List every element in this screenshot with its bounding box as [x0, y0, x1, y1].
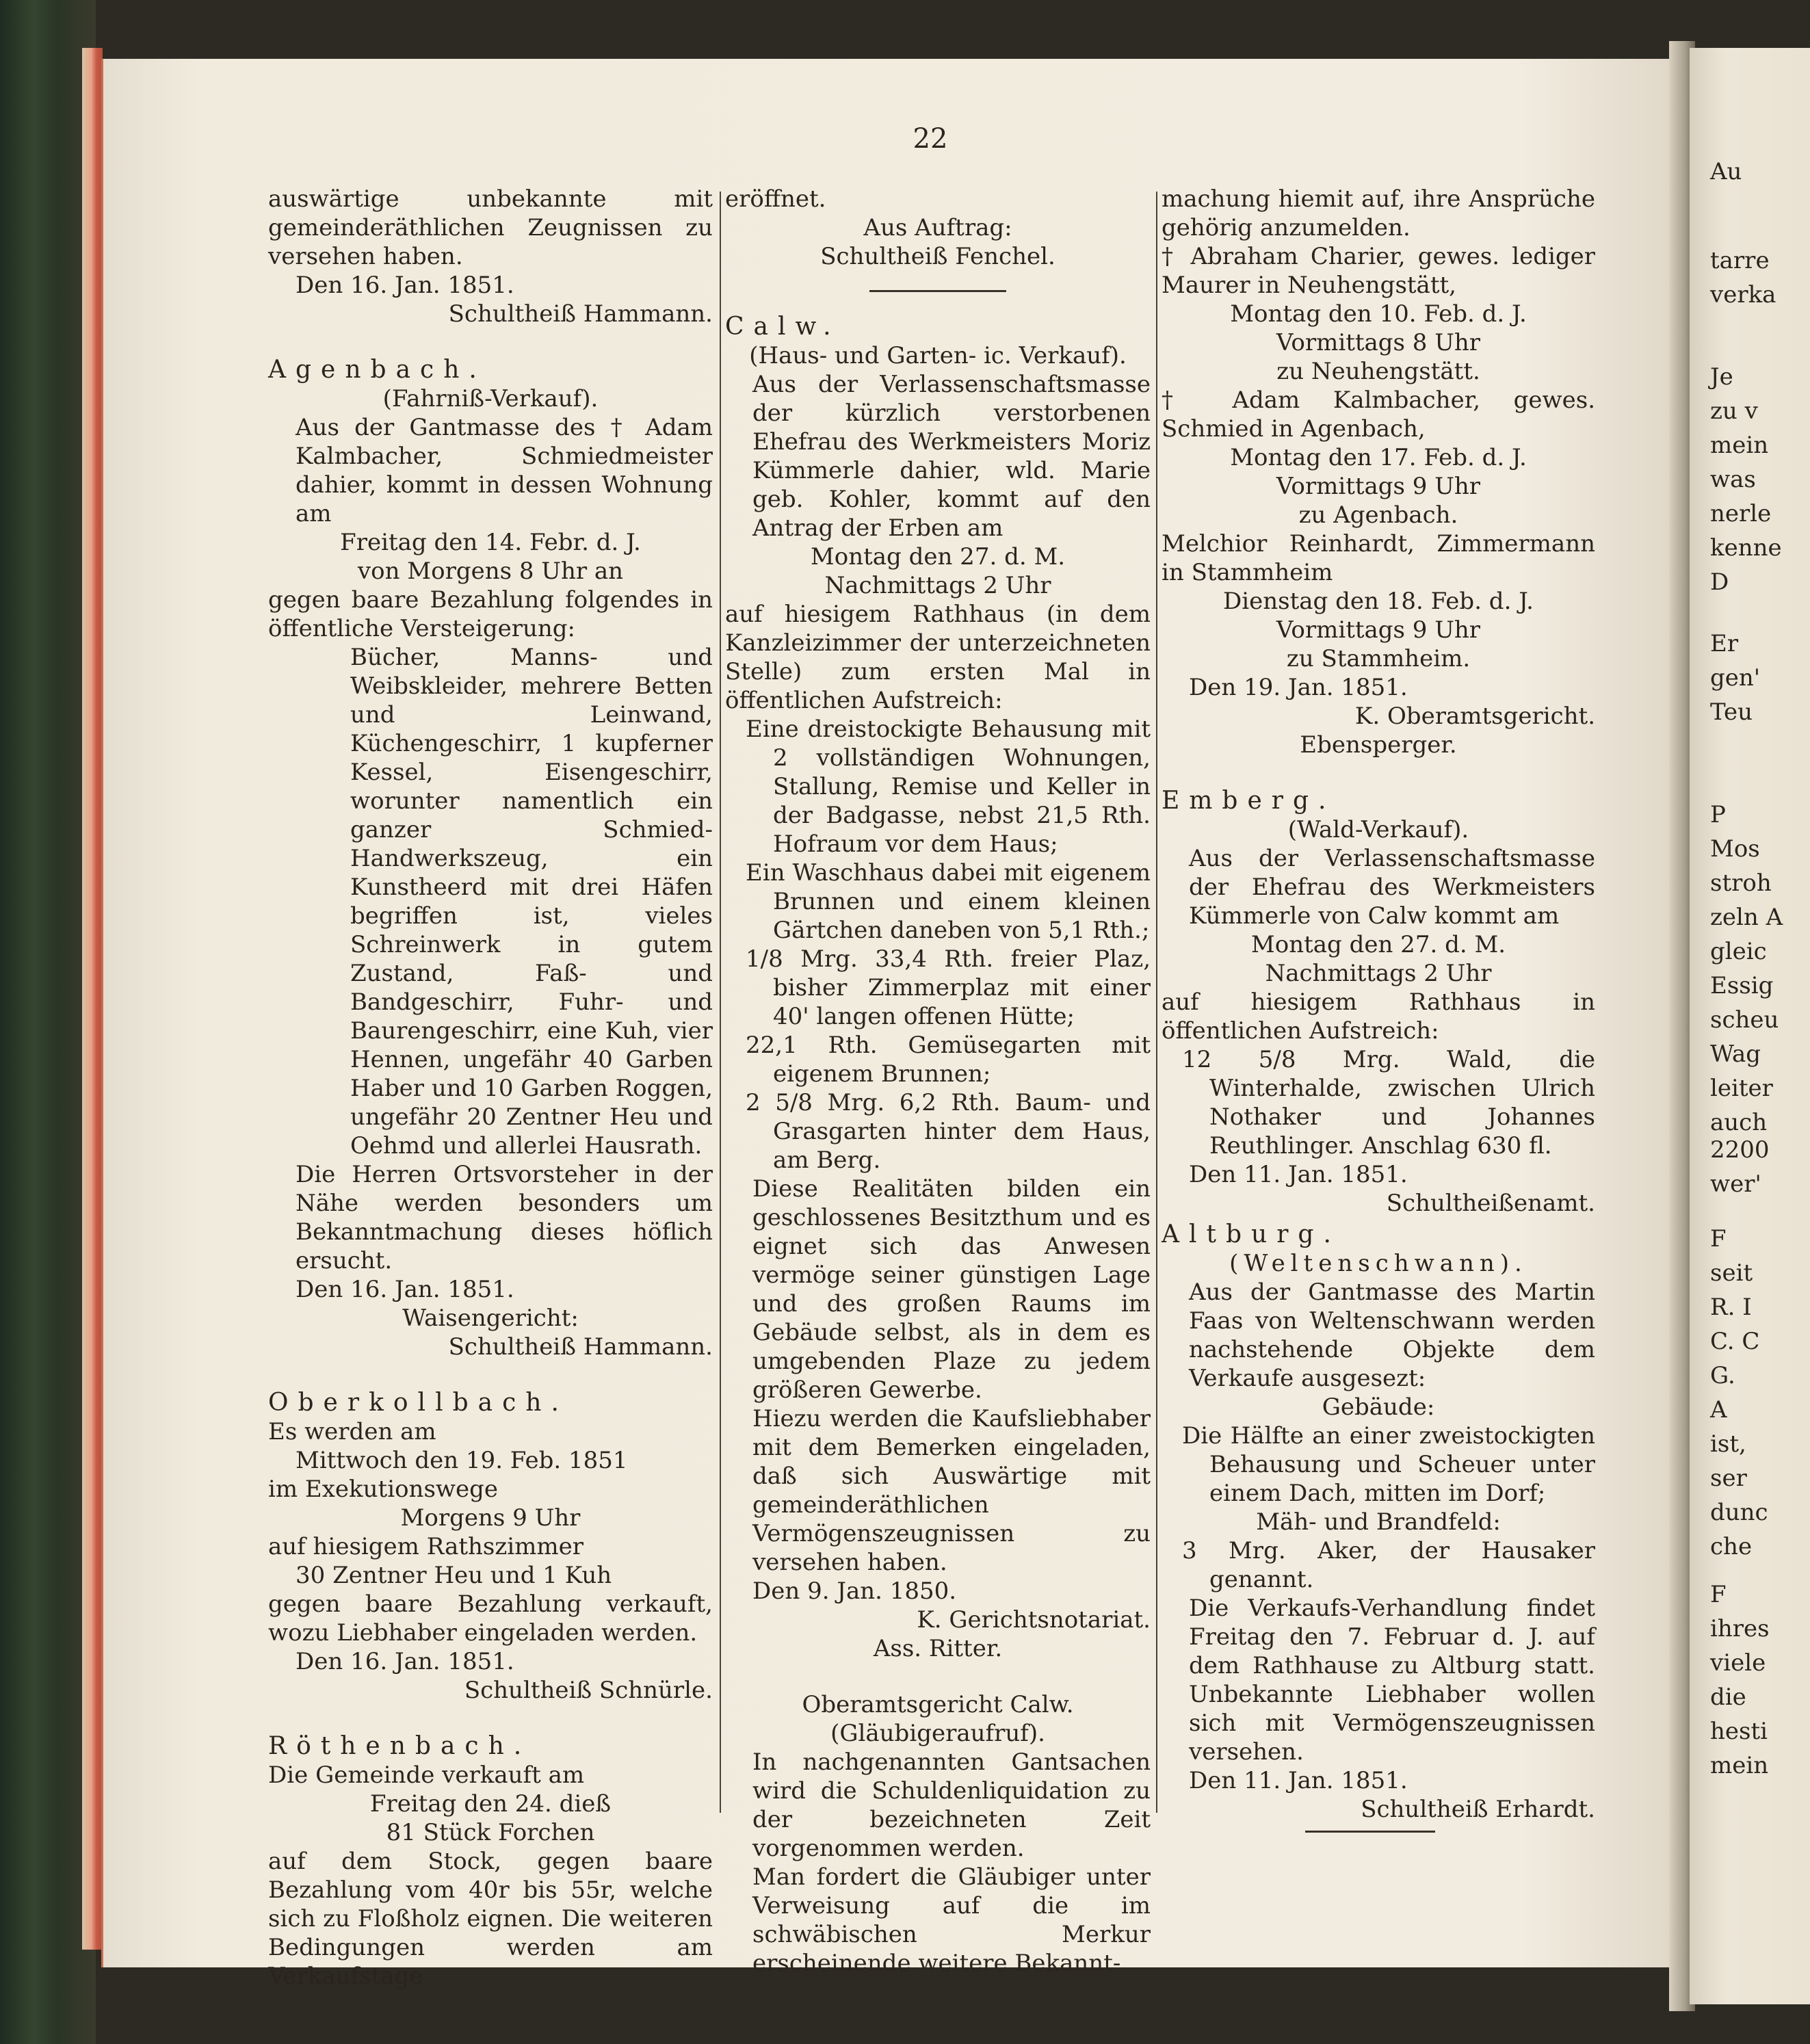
- next-page-fragment: stroh: [1710, 869, 1772, 897]
- next-page-fragment: gleic: [1710, 938, 1767, 965]
- next-page-fragment: mein: [1710, 1752, 1769, 1779]
- page-stack-edge: [82, 48, 103, 1950]
- altburg-text-2: Die Verkaufs-Verhandlung findet Freitag den 7. Februar d. J. auf dem Rathhause zu Altburg statt. Unbekannte Liebhaber wollen sich mit Vermögenszeugnissen versehen.: [1189, 1595, 1595, 1766]
- col3-authority: K. Oberamtsgericht.: [1354, 703, 1595, 730]
- section-rule: [869, 290, 1006, 292]
- next-page-fragment: viele: [1710, 1649, 1766, 1677]
- roethenbach-when-1: Freitag den 24. dieß: [369, 1790, 612, 1818]
- col3-date: Den 19. Jan. 1851.: [1189, 674, 1408, 701]
- next-page-fragment: R. I: [1710, 1294, 1752, 1321]
- agenbach-signature: Schultheiß Hammann.: [448, 1333, 713, 1361]
- oberkollbach-date: Den 16. Jan. 1851.: [296, 1648, 514, 1675]
- agenbach-authority: Waisengericht:: [402, 1305, 579, 1332]
- emberg-when-2: Nachmittags 2 Uhr: [1265, 960, 1492, 987]
- altburg-item-1: Die Hälfte an einer zweistockigten Behausung und Scheuer unter einem Dach, mitten im Dorf;: [1182, 1422, 1595, 1507]
- altburg-date: Den 11. Jan. 1851.: [1189, 1767, 1408, 1794]
- column-1: [268, 185, 713, 1991]
- column-3: [1162, 185, 1595, 1833]
- next-page-fragment: seit: [1710, 1259, 1753, 1287]
- next-page-fragment: Mos: [1710, 835, 1760, 863]
- next-page-fragment: che: [1710, 1533, 1753, 1560]
- next-page-fragment: G.: [1710, 1362, 1735, 1389]
- oberkollbach-when-2: Morgens 9 Uhr: [400, 1504, 581, 1532]
- emberg-date: Den 11. Jan. 1851.: [1189, 1161, 1408, 1188]
- altburg-subtitle: (Weltenschwann).: [1229, 1250, 1527, 1277]
- next-page-fragment: die: [1710, 1683, 1746, 1711]
- emberg-item: 12 5/8 Mrg. Wald, die Winterhalde, zwischen Ulrich Nothaker und Johannes Reuthlinger. Anschlag 630 fl.: [1182, 1046, 1595, 1159]
- col3-entry-1-place: zu Neuhengstätt.: [1276, 358, 1480, 385]
- col3-entry-3-when-2: Vormittags 9 Uhr: [1276, 616, 1481, 644]
- calw-item-3: 1/8 Mrg. 33,4 Rth. freier Plaz, bisher Zimmerplaz mit einer 40' langen offenen Hütte;: [746, 945, 1151, 1030]
- oberamtsgericht-title: Oberamtsgericht Calw.: [802, 1691, 1074, 1718]
- next-page-fragment: C. C: [1710, 1328, 1760, 1355]
- next-page-fragment: tarre: [1710, 247, 1770, 274]
- page-number: 22: [913, 123, 948, 155]
- col3-entry-3-when-1: Dienstag den 18. Feb. d. J.: [1223, 588, 1534, 615]
- next-page-fragment: Teu: [1710, 698, 1753, 726]
- oberkollbach-title: Oberkollbach.: [268, 1389, 568, 1417]
- col1-intro-date: Den 16. Jan. 1851.: [296, 272, 514, 299]
- oberamtsgericht-text-2: Man fordert die Gläubiger unter Verweisung auf die im schwäbischen Merkur erscheinende weitere Bekannt-: [752, 1863, 1151, 1977]
- col3-entry-2-place: zu Agenbach.: [1298, 501, 1458, 529]
- next-page-fragment: dunc: [1710, 1499, 1768, 1526]
- agenbach-items: Bücher, Manns- und Weibskleider, mehrere Betten und Leinwand, Küchengeschirr, 1 kupferner Kessel, Eisengeschirr, worunter namentlich ein ganzer Schmied-Handwerkszeug, ein Kunstheerd mit drei Häfen begriffen ist, vieles Schreinwerk in gutem Zustand, Faß- und Bandgeschirr, Fuhr- und Baurengeschirr, eine Kuh, vier Hennen, ungefähr 40 Garben Haber und 10 Garben Roggen, ungefähr 20 Zentner Heu und Oehmd und allerlei Hausrath.: [350, 644, 713, 1159]
- next-page-fragment: was: [1710, 466, 1756, 493]
- agenbach-notice: Die Herren Ortsvorsteher in der Nähe werden besonders um Bekanntmachung dieses höflich ersucht.: [296, 1161, 713, 1274]
- agenbach-title: Agenbach.: [268, 356, 486, 384]
- calw-when-2: Nachmittags 2 Uhr: [824, 572, 1051, 599]
- oberkollbach-line-1: Es werden am: [268, 1418, 436, 1445]
- calw-text-3: Diese Realitäten bilden ein geschlossenes Besitzthum und es eignet sich das Anwesen vermöge seiner günstigen Lage und des großen Raums im Gebäude selbst, als in dem es umgebenden Plaze zu jedem größeren Gewerbe.: [752, 1175, 1151, 1404]
- next-page-fragment: P: [1710, 801, 1726, 828]
- next-page-fragment: ser: [1710, 1465, 1747, 1492]
- roethenbach-item: 81 Stück Forchen: [386, 1819, 595, 1846]
- calw-authority: K. Gerichtsnotariat.: [917, 1606, 1151, 1634]
- calw-signature: Ass. Ritter.: [873, 1635, 1003, 1662]
- col3-carry: machung hiemit auf, ihre Ansprüche gehörig anzumelden.: [1162, 185, 1595, 241]
- next-page-fragment: ist,: [1710, 1430, 1746, 1458]
- col3-entry-2-when-1: Montag den 17. Feb. d. J.: [1230, 444, 1527, 471]
- altburg-item-2: 3 Mrg. Aker, der Hausaker genannt.: [1182, 1537, 1595, 1593]
- next-page-fragment: A: [1710, 1396, 1727, 1424]
- col3-entry-1-when-2: Vormittags 8 Uhr: [1276, 329, 1481, 356]
- emberg-signature: Schultheißenamt.: [1386, 1190, 1595, 1217]
- next-page-fragment: nerle: [1710, 500, 1772, 527]
- agenbach-when-1: Freitag den 14. Febr. d. J.: [340, 529, 641, 556]
- calw-text-4: Hiezu werden die Kaufsliebhaber mit dem Bemerken eingeladen, daß sich Auswärtige mit gemeinderäthlichen Vermögenszeugnissen zu versehen haben.: [752, 1405, 1151, 1576]
- book-cover-edge: [0, 0, 96, 2044]
- agenbach-text: Aus der Gantmasse des † Adam Kalmbacher, Schmiedmeister dahier, kommt in dessen Wohnung am: [296, 414, 713, 527]
- oberkollbach-text: gegen baare Bezahlung verkauft, wozu Liebhaber eingeladen werden.: [268, 1590, 713, 1647]
- emberg-text: Aus der Verlassenschaftsmasse der Ehefrau des Werkmeisters Kümmerle von Calw kommt am: [1189, 845, 1595, 930]
- next-page-fragment: wer': [1710, 1170, 1761, 1198]
- col3-entry-1-when-1: Montag den 10. Feb. d. J.: [1230, 300, 1527, 328]
- oberkollbach-signature: Schultheiß Schnürle.: [464, 1677, 713, 1704]
- column-2: [725, 185, 1151, 1978]
- oberkollbach-item: 30 Zentner Heu und 1 Kuh: [296, 1562, 612, 1589]
- col3-signature: Ebensperger.: [1300, 731, 1457, 759]
- emberg-when-1: Montag den 27. d. M.: [1250, 931, 1506, 958]
- col2-signature: Schultheiß Fenchel.: [820, 243, 1055, 270]
- emberg-title: Emberg.: [1162, 787, 1336, 815]
- col3-entry-1: † Abraham Charier, gewes. lediger Maurer in Neuhengstätt,: [1162, 243, 1595, 299]
- next-page-sliver: [1690, 48, 1810, 2004]
- next-page-fragment: scheu: [1710, 1006, 1779, 1034]
- altburg-heading-1: Gebäude:: [1322, 1393, 1435, 1421]
- next-page-fragment: Je: [1710, 363, 1733, 391]
- next-page-fragment: gen': [1710, 664, 1761, 692]
- column-divider-1: [720, 192, 721, 1813]
- calw-when-1: Montag den 27. d. M.: [810, 543, 1066, 571]
- oberkollbach-when-1: Mittwoch den 19. Feb. 1851: [296, 1447, 628, 1474]
- oberkollbach-line-2: im Exekutionswege: [268, 1476, 498, 1503]
- altburg-heading-2: Mäh- und Brandfeld:: [1256, 1508, 1501, 1536]
- next-page-fragment: zeln A: [1710, 904, 1783, 931]
- next-page-fragment: zu v: [1710, 397, 1758, 425]
- altburg-signature: Schultheiß Erhardt.: [1361, 1796, 1595, 1823]
- col3-entry-2-when-2: Vormittags 9 Uhr: [1276, 473, 1481, 500]
- calw-text-2: auf hiesigem Rathhaus (in dem Kanzleizimmer der unterzeichneten Stelle) zum ersten Mal in öffentlichen Aufstreich:: [725, 601, 1151, 714]
- oberamtsgericht-text: In nachgenannten Gantsachen wird die Schuldenliquidation zu der bezeichneten Zeit vorgenommen werden.: [752, 1748, 1151, 1862]
- next-page-fragment: kenne: [1710, 534, 1782, 562]
- calw-title: Calw.: [725, 313, 841, 341]
- column-divider-2: [1156, 192, 1157, 1813]
- roethenbach-text: auf dem Stock, gegen baare Bezahlung vom 40r bis 55r, welche sich zu Floßholz eignen. Die weiteren Bedingungen werden am Verkaufstage: [268, 1848, 713, 1990]
- calw-text: Aus der Verlassenschaftsmasse der kürzlich verstorbenen Ehefrau des Werkmeisters Moriz Kümmerle dahier, wld. Marie geb. Kohler, kommt auf den Antrag der Erben am: [752, 371, 1151, 542]
- next-page-fragment: ihres: [1710, 1615, 1770, 1642]
- next-page-fragment: F: [1710, 1581, 1727, 1608]
- next-page-fragment: mein: [1710, 432, 1769, 459]
- calw-item-2: Ein Waschhaus dabei mit eigenem Brunnen und einem kleinen Gärtchen daneben von 5,1 Rth.;: [746, 859, 1151, 944]
- col3-entry-2: † Adam Kalmbacher, gewes. Schmied in Agenbach,: [1162, 386, 1595, 443]
- roethenbach-title: Röthenbach.: [268, 1732, 532, 1760]
- emberg-subtitle: (Wald-Verkauf).: [1287, 816, 1469, 843]
- emberg-text-2: auf hiesigem Rathhaus in öffentlichen Aufstreich:: [1162, 988, 1595, 1045]
- calw-item-1: Eine dreistockigte Behausung mit 2 vollständigen Wohnungen, Stallung, Remise und Keller in der Badgasse, nebst 21,5 Rth. Hofraum vor dem Haus;: [746, 716, 1151, 858]
- col2-authority: Aus Auftrag:: [863, 214, 1012, 241]
- agenbach-when-2: von Morgens 8 Uhr an: [357, 558, 624, 585]
- next-page-fragment: D: [1710, 568, 1729, 596]
- end-rule: [1305, 1831, 1435, 1833]
- next-page-fragment: hesti: [1710, 1718, 1768, 1745]
- col1-intro-text: auswärtige unbekannte mit gemeinderäthlichen Zeugnissen zu versehen haben.: [268, 185, 713, 270]
- next-page-fragment: leiter: [1710, 1075, 1773, 1102]
- calw-subtitle: (Haus- und Garten- ic. Verkauf).: [749, 342, 1127, 369]
- col1-intro-signature: Schultheiß Hammann.: [448, 300, 713, 328]
- next-page-fragment: auch: [1710, 1109, 1768, 1136]
- agenbach-date: Den 16. Jan. 1851.: [296, 1276, 514, 1303]
- col3-entry-3-place: zu Stammheim.: [1286, 645, 1471, 672]
- calw-date: Den 9. Jan. 1850.: [752, 1577, 957, 1605]
- next-page-fragment: Er: [1710, 630, 1739, 657]
- altburg-text: Aus der Gantmasse des Martin Faas von Weltenschwann werden nachstehende Objekte dem Verkaufe ausgesezt:: [1189, 1279, 1595, 1392]
- next-page-fragment: Wag: [1710, 1040, 1761, 1068]
- next-page-fragment: Au: [1710, 158, 1742, 185]
- next-page-fragment: 2200: [1710, 1136, 1770, 1164]
- roethenbach-line-1: Die Gemeinde verkauft am: [268, 1761, 585, 1789]
- agenbach-subtitle: (Fahrniß-Verkauf).: [382, 385, 599, 412]
- next-page-fragment: Essig: [1710, 972, 1774, 999]
- calw-item-5: 2 5/8 Mrg. 6,2 Rth. Baum- und Grasgarten hinter dem Haus, am Berg.: [746, 1089, 1151, 1174]
- next-page-fragment: verka: [1710, 281, 1776, 309]
- col2-carry: eröffnet.: [725, 185, 826, 213]
- calw-item-4: 22,1 Rth. Gemüsegarten mit eigenem Brunnen;: [746, 1032, 1151, 1088]
- oberamtsgericht-subtitle: (Gläubigeraufruf).: [830, 1720, 1045, 1747]
- col3-entry-3: Melchior Reinhardt, Zimmermann in Stammheim: [1162, 530, 1595, 586]
- next-page-fragment: F: [1710, 1225, 1727, 1253]
- agenbach-text-2: gegen baare Bezahlung folgendes in öffentliche Versteigerung:: [268, 586, 713, 642]
- altburg-title: Altburg.: [1162, 1220, 1341, 1248]
- oberkollbach-line-3: auf hiesigem Rathszimmer: [268, 1533, 584, 1560]
